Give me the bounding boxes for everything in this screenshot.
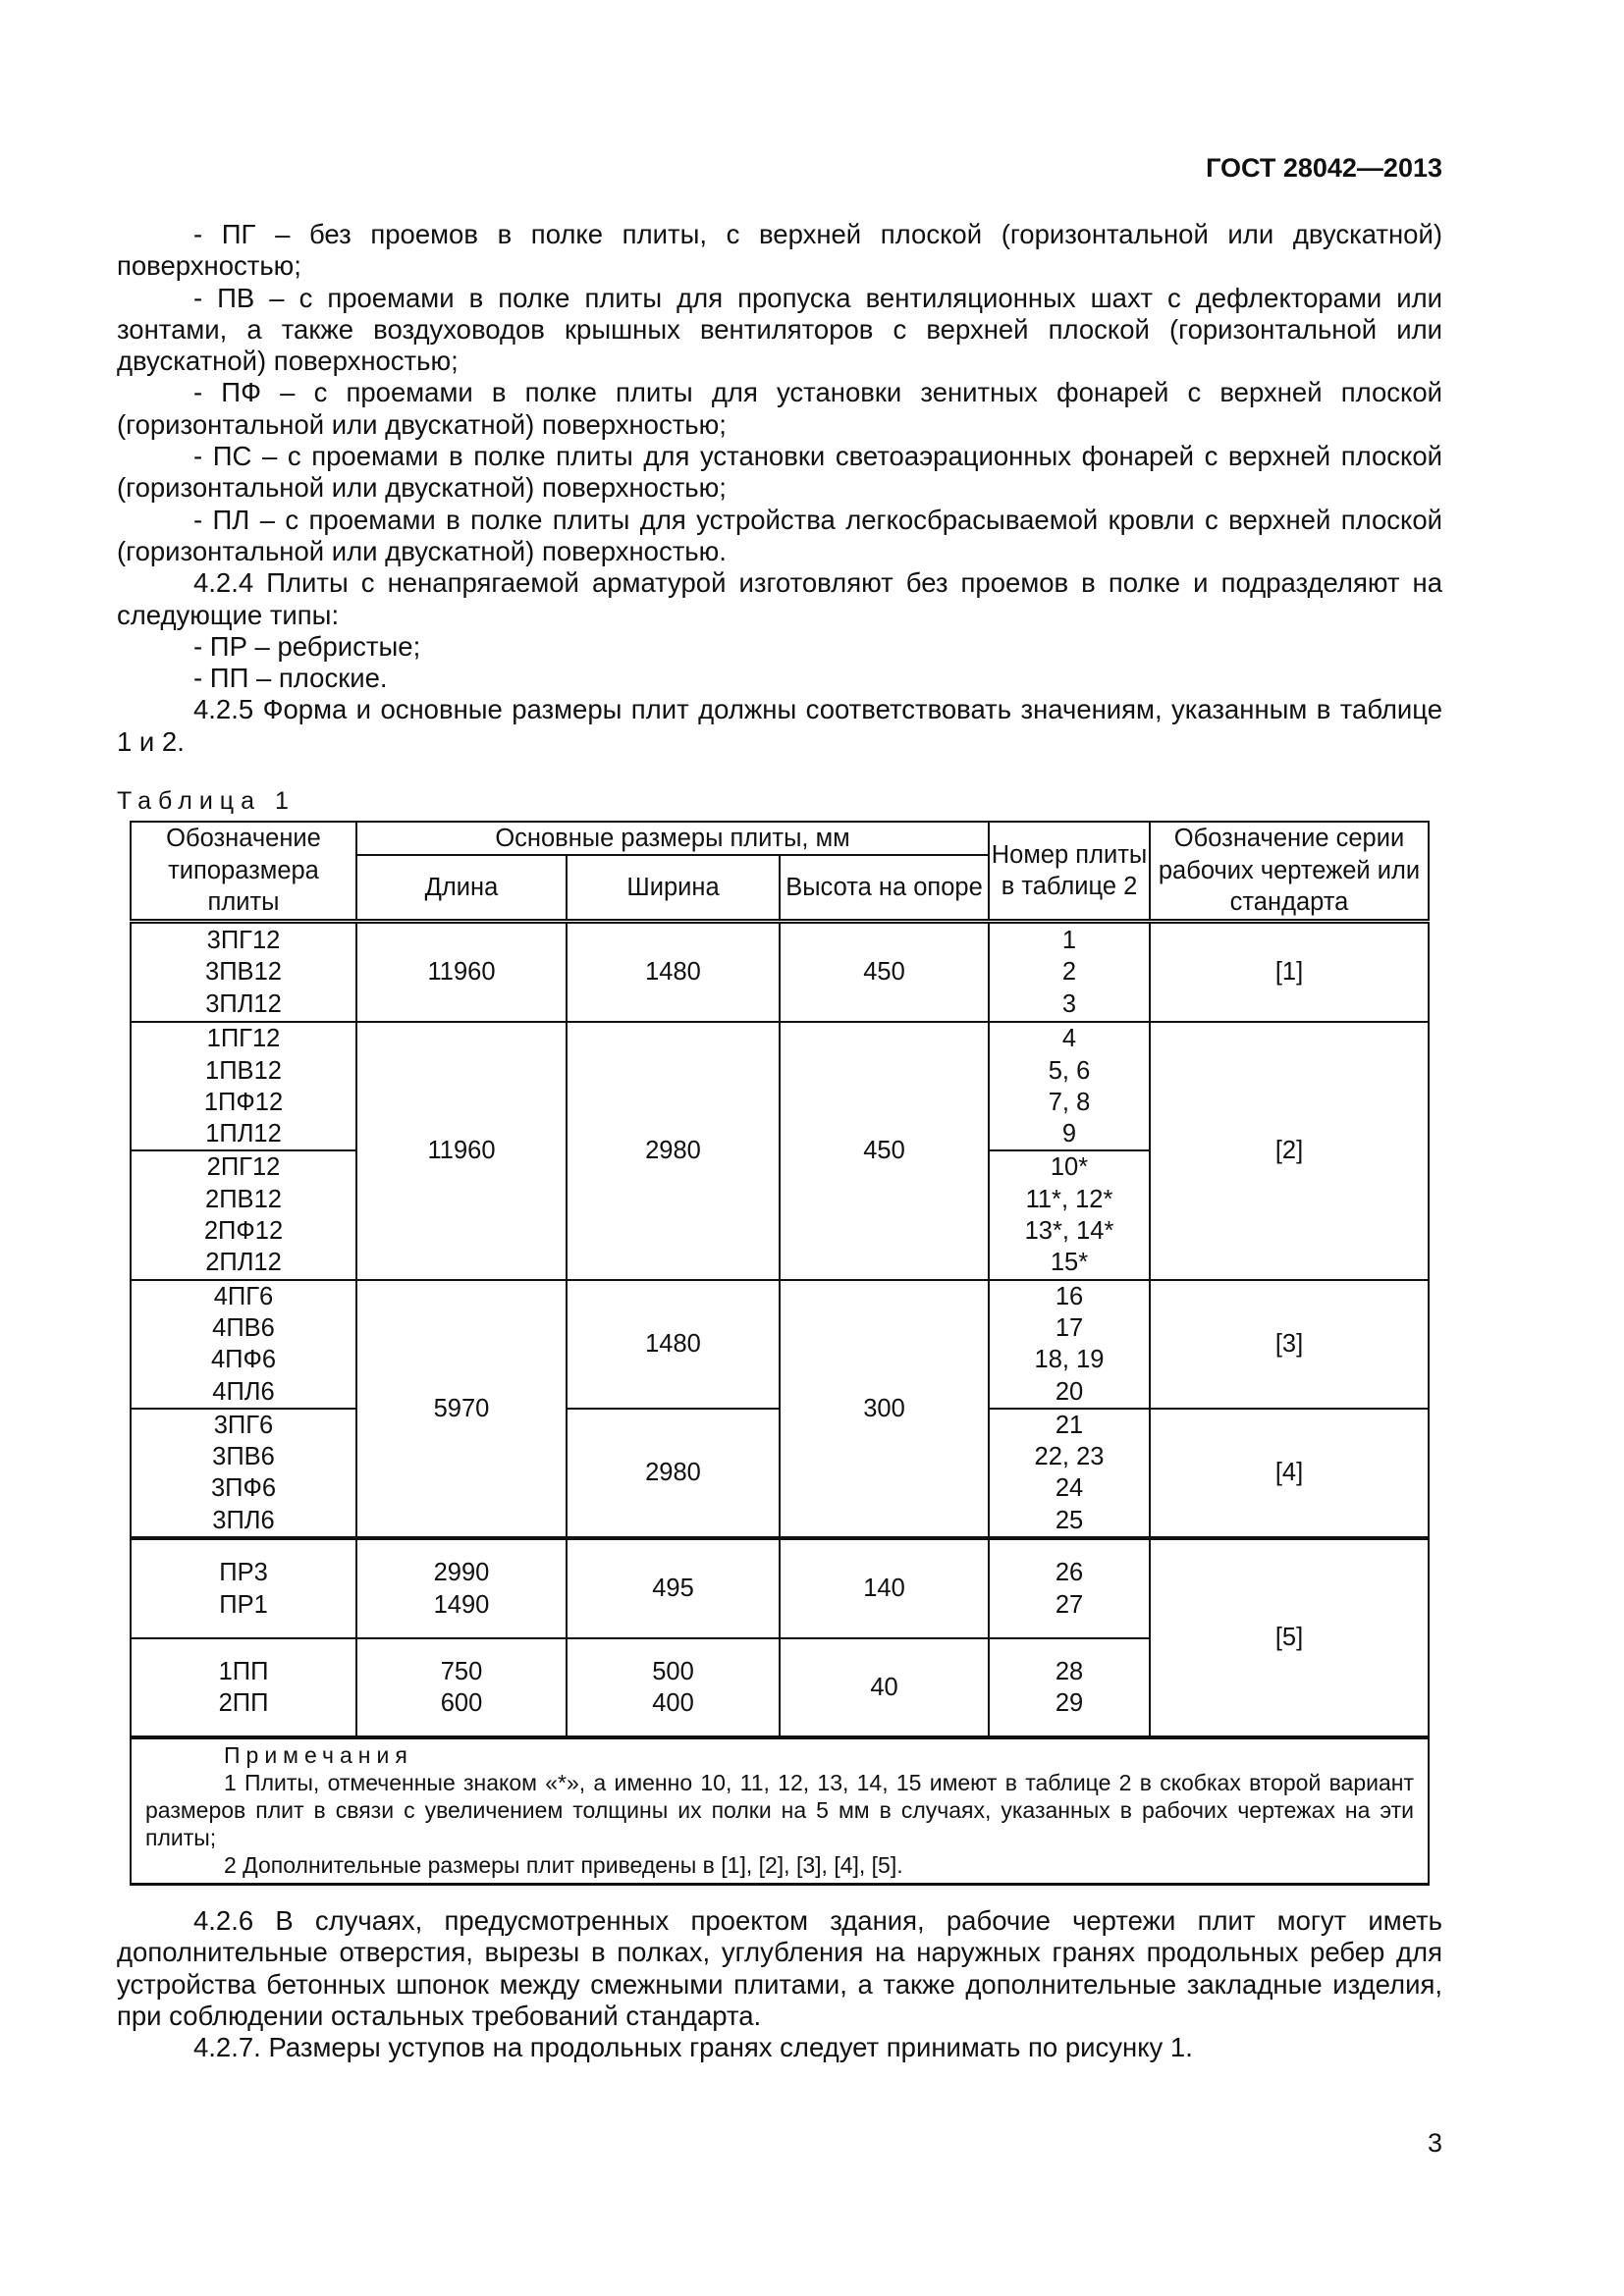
paragraph: 4.2.4 Плиты с ненапрягаемой арматурой изготовляют без проемов в полке и подразделяют на следующие типы: xyxy=(117,567,1442,630)
page-number: 3 xyxy=(1427,2128,1442,2158)
paragraph: - ПВ – с проемами в полке плиты для пропуска вентиляционных шахт с дефлекторами или зонтами, а также воздуховодов крышных вентиляторов с верхней плоской (горизонтальной или двускатной) поверхностью; xyxy=(117,282,1442,377)
cell-length: 11960 xyxy=(356,1022,567,1279)
cell-series: [1] xyxy=(1150,921,1429,1022)
cell-series: [5] xyxy=(1150,1538,1429,1737)
table-row xyxy=(131,1022,1429,1150)
paragraph: - ПГ – без проемов в полке плиты, с верхней плоской (горизонтальной или двускатной) поверхностью; xyxy=(117,219,1442,282)
paragraph: 4.2.5 Форма и основные размеры плит должны соответствовать значениям, указанным в таблице 1 и 2. xyxy=(117,694,1442,757)
cell-height: 450 xyxy=(780,921,989,1022)
cell-series: [2] xyxy=(1150,1022,1429,1279)
paragraph: 4.2.6 В случаях, предусмотренных проектом здания, рабочие чертежи плит могут иметь дополнительные отверстия, вырезы в полках, углубления на наружных гранях продольных ребер для устройства бетонных шпонок между смежными плитами, а также дополнительные закладные изделия, при соблюдении остальных требований стандарта. xyxy=(117,1905,1442,2031)
cell-width: 1480 xyxy=(567,1280,780,1409)
cell-number: 4 5, 6 7, 8 9 xyxy=(989,1022,1150,1150)
cell-number: 21 22, 23 24 25 xyxy=(989,1409,1150,1538)
cell-number: 28 29 xyxy=(989,1638,1150,1737)
plate-sizes-table xyxy=(130,821,1430,1886)
cell-number: 1 2 3 xyxy=(989,921,1150,1022)
cell-types: 1ПГ12 1ПВ12 1ПФ12 1ПЛ12 xyxy=(131,1022,356,1150)
cell-types: ПР3 ПР1 xyxy=(131,1538,356,1638)
cell-number: 26 27 xyxy=(989,1538,1150,1638)
table-caption: Таблица 1 xyxy=(117,787,296,815)
cell-width: 2980 xyxy=(567,1409,780,1538)
header-series: Обозначение серии рабочих чертежей или стандарта xyxy=(1150,822,1429,921)
paragraph: - ПР – ребристые; xyxy=(193,630,421,662)
notes-title: Примечания xyxy=(224,1742,413,1769)
cell-height: 450 xyxy=(780,1022,989,1279)
cell-number: 16 17 18, 19 20 xyxy=(989,1280,1150,1409)
cell-number: 10* 11*, 12* 13*, 14* 15* xyxy=(989,1150,1150,1279)
cell-length: 2990 1490 xyxy=(356,1538,567,1638)
table-row xyxy=(131,1538,1429,1638)
cell-types: 3ПГ6 3ПВ6 3ПФ6 3ПЛ6 xyxy=(131,1409,356,1538)
cell-width: 2980 xyxy=(567,1022,780,1279)
body-text-bottom xyxy=(117,1905,1442,2063)
cell-width: 495 xyxy=(567,1538,780,1638)
cell-length: 750 600 xyxy=(356,1638,567,1737)
paragraph: - ПФ – с проемами в полке плиты для установки зенитных фонарей с верхней плоской (горизонтальной или двускатной) поверхностью; xyxy=(117,377,1442,440)
header-main-sizes: Основные размеры плиты, мм xyxy=(356,822,989,855)
cell-types: 2ПГ12 2ПВ12 2ПФ12 2ПЛ12 xyxy=(131,1150,356,1279)
paragraph: 4.2.7. Размеры уступов на продольных гранях следует принимать по рисунку 1. xyxy=(193,2032,1193,2063)
table-notes xyxy=(131,1737,1429,1885)
cell-series: [4] xyxy=(1150,1409,1429,1538)
cell-height: 40 xyxy=(780,1638,989,1737)
document-id-header: ГОСТ 28042—2013 xyxy=(1206,153,1442,183)
header-width: Ширина xyxy=(567,855,780,921)
cell-length: 5970 xyxy=(356,1280,567,1538)
body-text-top xyxy=(117,219,1442,758)
table-row xyxy=(131,921,1429,1022)
header-length: Длина xyxy=(356,855,567,921)
paragraph: - ПП – плоские. xyxy=(193,663,388,694)
cell-types: 3ПГ12 3ПВ12 3ПЛ12 xyxy=(131,921,356,1022)
cell-width: 500 400 xyxy=(567,1638,780,1737)
header-number: Номер плиты в таблице 2 xyxy=(989,822,1150,921)
note-1: 1 Плиты, отмеченные знаком «*», а именно 10, 11, 12, 13, 14, 15 имеют в таблице 2 в скобках второй вариант размеров плит в связи с увеличением толщины их полки на 5 мм в случаях, указанных в рабочих чертежах на эти плиты; xyxy=(145,1770,1414,1851)
header-designation: Обозначение типоразмера плиты xyxy=(131,822,356,921)
cell-types: 1ПП 2ПП xyxy=(131,1638,356,1737)
cell-height: 300 xyxy=(780,1280,989,1538)
cell-length: 11960 xyxy=(356,921,567,1022)
table-row xyxy=(131,1280,1429,1409)
cell-series: [3] xyxy=(1150,1280,1429,1409)
paragraph: - ПЛ – с проемами в полке плиты для устройства легкосбрасываемой кровли с верхней плоской (горизонтальной или двускатной) поверхностью. xyxy=(117,504,1442,566)
cell-width: 1480 xyxy=(567,921,780,1022)
cell-types: 4ПГ6 4ПВ6 4ПФ6 4ПЛ6 xyxy=(131,1280,356,1409)
note-2: 2 Дополнительные размеры плит приведены в [1], [2], [3], [4], [5]. xyxy=(224,1852,903,1879)
paragraph: - ПС – с проемами в полке плиты для установки светоаэрационных фонарей с верхней плоской (горизонтальной или двускатной) поверхностью; xyxy=(117,441,1442,504)
header-height: Высота на опоре xyxy=(780,855,989,921)
cell-height: 140 xyxy=(780,1538,989,1638)
